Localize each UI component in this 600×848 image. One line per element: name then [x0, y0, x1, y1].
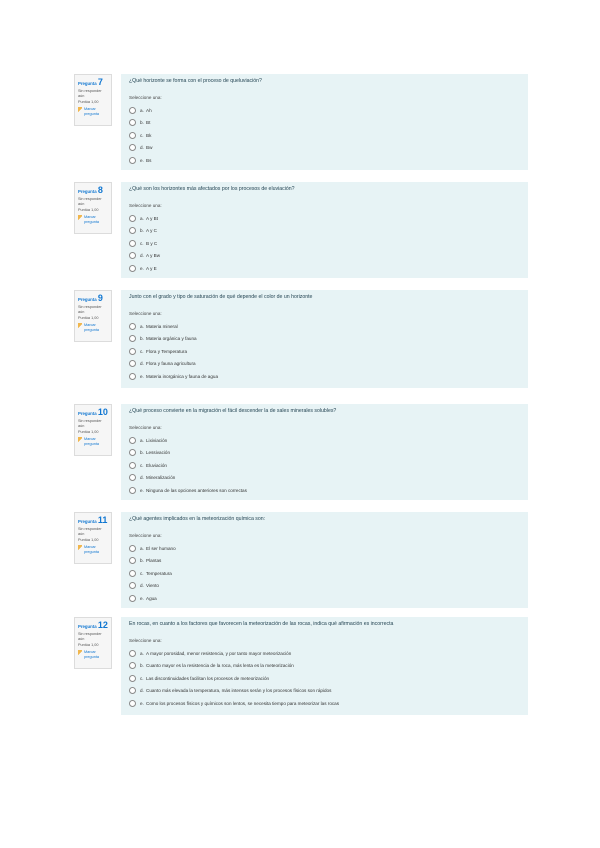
flag-question-link[interactable]: Marcar pregunta: [78, 545, 108, 554]
question-content: [121, 404, 528, 500]
question-info: [74, 404, 112, 456]
radio-button[interactable]: [129, 227, 136, 234]
radio-button[interactable]: [129, 335, 136, 342]
answer-option[interactable]: b. Cuanto mayor es la resistencia de la roca, más lenta es la meteorización: [129, 660, 520, 673]
answer-option[interactable]: d. Bw: [129, 142, 520, 155]
radio-button[interactable]: [129, 360, 136, 367]
question-content: [121, 74, 528, 170]
question-state: Sin responder aún: [78, 305, 102, 314]
question-content: [121, 182, 528, 278]
radio-button[interactable]: [129, 348, 136, 355]
radio-button[interactable]: [129, 144, 136, 151]
flag-icon: [78, 107, 82, 112]
answer-option[interactable]: e. Como los procesos físicos y químicos son lentos, se necesita tiempo para meteorizar las rocas: [129, 697, 520, 710]
flag-icon: [78, 650, 82, 655]
radio-button[interactable]: [129, 157, 136, 164]
radio-button[interactable]: [129, 323, 136, 330]
answer-option[interactable]: c. B y C: [129, 237, 520, 250]
flag-icon: [78, 437, 82, 442]
answer-option[interactable]: b. Plantas: [129, 555, 520, 568]
question-text: Junto con el grado y tipo de saturación de qué depende el color de un horizonte: [129, 294, 313, 300]
radio-button[interactable]: [129, 700, 136, 707]
answer-option[interactable]: a. A mayor porosidad, menor resistencia, y por tanto mayor meteorización: [129, 647, 520, 660]
radio-button[interactable]: [129, 557, 136, 564]
radio-button[interactable]: [129, 582, 136, 589]
question-number: Pregunta 8: [78, 185, 103, 195]
question-content: [121, 512, 528, 608]
question-number: Pregunta 7: [78, 77, 103, 87]
question-state: Sin responder aún: [78, 527, 102, 536]
answer-option[interactable]: e. Bs: [129, 154, 520, 167]
answer-option[interactable]: a. Lixiviación: [129, 434, 520, 447]
radio-button[interactable]: [129, 132, 136, 139]
answer-option[interactable]: b. A y C: [129, 225, 520, 238]
radio-button[interactable]: [129, 545, 136, 552]
flag-question-link[interactable]: Marcar pregunta: [78, 650, 108, 659]
question-number: Pregunta 9: [78, 293, 103, 303]
flag-icon: [78, 545, 82, 550]
flag-icon: [78, 323, 82, 328]
answer-option[interactable]: e. Materia inorgánica y fauna de agua: [129, 370, 520, 383]
question-grade: Puntúa 1,00: [78, 643, 99, 647]
question-text: ¿Qué proceso convierte en la migración el fácil descender la de sales minerales solubles?: [129, 408, 337, 414]
answer-option[interactable]: a. A y Bt: [129, 212, 520, 225]
answer-option[interactable]: d. A y Bw: [129, 250, 520, 263]
radio-button[interactable]: [129, 570, 136, 577]
question-info: [74, 182, 112, 234]
radio-button[interactable]: [129, 252, 136, 259]
question-number: Pregunta 12: [78, 620, 108, 630]
question-grade: Puntúa 1,00: [78, 316, 99, 320]
question-content: [121, 290, 528, 388]
flag-question-link[interactable]: Marcar pregunta: [78, 215, 108, 224]
radio-button[interactable]: [129, 662, 136, 669]
question-info: [74, 290, 112, 342]
answer-option[interactable]: a. El ser humano: [129, 542, 520, 555]
answer-option[interactable]: b. Bt: [129, 117, 520, 130]
answer-option[interactable]: c. Las discontinuidades facilitan los procesos de meteorización: [129, 672, 520, 685]
question-number: Pregunta 11: [78, 515, 108, 525]
answer-option[interactable]: e. Agua: [129, 592, 520, 605]
answer-option[interactable]: a. Ah: [129, 104, 520, 117]
question-state: Sin responder aún: [78, 197, 102, 206]
radio-button[interactable]: [129, 215, 136, 222]
question-info: [74, 74, 112, 126]
question-grade: Puntúa 1,00: [78, 430, 99, 434]
answer-option[interactable]: d. Flora y fauna agricultura: [129, 358, 520, 371]
question-content: [121, 617, 528, 715]
answer-option[interactable]: d. Viento: [129, 580, 520, 593]
answer-option[interactable]: c. Flora y Temperatura: [129, 345, 520, 358]
answer-option[interactable]: e. Ninguna de las opciones anteriores son correctas: [129, 484, 520, 497]
radio-button[interactable]: [129, 265, 136, 272]
question-state: Sin responder aún: [78, 419, 102, 428]
answer-option[interactable]: b. Materia orgánica y fauna: [129, 333, 520, 346]
answer-option[interactable]: a. Materia mineral: [129, 320, 520, 333]
flag-question-link[interactable]: Marcar pregunta: [78, 437, 108, 446]
radio-button[interactable]: [129, 119, 136, 126]
question-grade: Puntúa 1,00: [78, 538, 99, 542]
radio-button[interactable]: [129, 240, 136, 247]
question-state: Sin responder aún: [78, 89, 102, 98]
radio-button[interactable]: [129, 462, 136, 469]
radio-button[interactable]: [129, 474, 136, 481]
answer-option[interactable]: c. Bk: [129, 129, 520, 142]
flag-icon: [78, 215, 82, 220]
answer-prompt: Seleccione una:: [129, 311, 162, 316]
answer-option[interactable]: b. Lessivación: [129, 447, 520, 460]
question-state: Sin responder aún: [78, 632, 102, 641]
answer-prompt: Seleccione una:: [129, 638, 162, 643]
question-text: ¿Qué agentes implicados en la meteorización química son:: [129, 516, 266, 522]
radio-button[interactable]: [129, 675, 136, 682]
radio-button[interactable]: [129, 437, 136, 444]
question-info: [74, 512, 112, 564]
question-info: [74, 617, 112, 669]
answer-prompt: Seleccione una:: [129, 533, 162, 538]
radio-button[interactable]: [129, 650, 136, 657]
question-grade: Puntúa 1,00: [78, 100, 99, 104]
answer-prompt: Seleccione una:: [129, 203, 162, 208]
radio-button[interactable]: [129, 373, 136, 380]
answer-option[interactable]: d. Mineralización: [129, 472, 520, 485]
question-number: Pregunta 10: [78, 407, 108, 417]
radio-button[interactable]: [129, 107, 136, 114]
answer-option[interactable]: c. Eluviación: [129, 459, 520, 472]
flag-question-link[interactable]: Marcar pregunta: [78, 323, 108, 332]
question-text: ¿Qué son los horizontes más afectados por los procesos de eluviación?: [129, 186, 295, 192]
radio-button[interactable]: [129, 687, 136, 694]
answer-option[interactable]: d. Cuanto más elevada la temperatura, más intensos serán y los procesos físicos son rápidos: [129, 685, 520, 698]
flag-question-link[interactable]: Marcar pregunta: [78, 107, 108, 116]
answer-option[interactable]: e. A y E: [129, 262, 520, 275]
radio-button[interactable]: [129, 449, 136, 456]
answer-prompt: Seleccione una:: [129, 425, 162, 430]
answer-prompt: Seleccione una:: [129, 95, 162, 100]
radio-button[interactable]: [129, 595, 136, 602]
radio-button[interactable]: [129, 487, 136, 494]
answer-option[interactable]: c. Temperatura: [129, 567, 520, 580]
question-text: En rocas, en cuanto a los factores que favorecen la meteorización de las rocas, indica qué afirmación es incorrecta: [129, 621, 394, 627]
question-grade: Puntúa 1,00: [78, 208, 99, 212]
question-text: ¿Qué horizonte se forma con el proceso de queluviación?: [129, 78, 262, 84]
